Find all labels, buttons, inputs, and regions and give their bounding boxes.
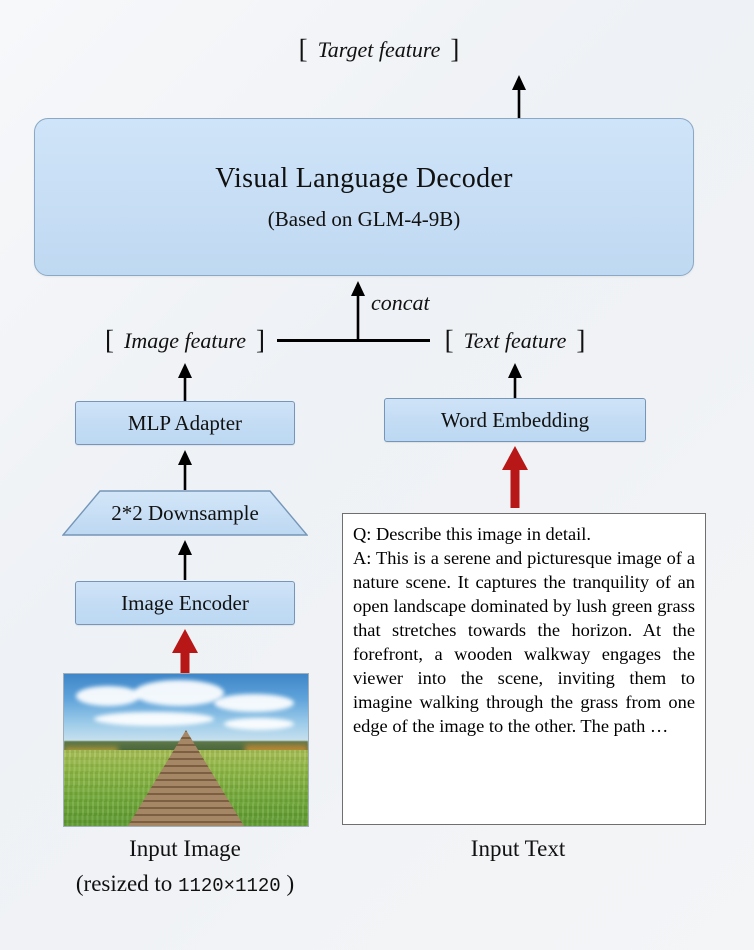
visual-language-decoder-box: [34, 118, 694, 276]
input-image-resize-prefix: (resized to: [75, 871, 179, 896]
photo-cloud: [76, 686, 140, 706]
photo-cloud: [214, 694, 294, 712]
arrow-concat-to-decoder: [346, 281, 370, 341]
decoder-title: Visual Language Decoder: [215, 162, 513, 194]
arrow-downsample-to-mlp: [173, 450, 197, 490]
arrow-embedding-to-text-feature: [503, 363, 527, 403]
mlp-adapter-box: [75, 401, 295, 445]
feature-connector-line: [277, 339, 430, 342]
concat-label: concat: [371, 290, 430, 315]
image-feature-label: Image feature: [124, 327, 246, 353]
input-text-caption: [471, 836, 565, 862]
mlp-adapter-label: MLP Adapter: [127, 410, 243, 435]
target-feature-left-bracket: [: [298, 34, 308, 64]
text-feature-tag: [445, 327, 586, 354]
word-embedding-label: Word Embedding: [440, 407, 590, 432]
downsample-label: 2*2 Downsample: [111, 500, 259, 525]
input-image-caption: [129, 836, 241, 862]
input-image-thumbnail: [63, 673, 309, 827]
input-text-caption-label: Input Text: [470, 836, 566, 861]
arrow-image-to-encoder: [170, 629, 200, 673]
decoder-subtitle: (Based on GLM-4-9B): [267, 206, 461, 231]
photo-cloud: [224, 718, 294, 730]
text-feature-label: Text feature: [463, 327, 567, 353]
image-encoder-label: Image Encoder: [121, 590, 249, 615]
arrow-encoder-to-downsample: [173, 540, 197, 580]
target-feature-label: Target feature: [317, 36, 441, 62]
target-feature-right-bracket: ]: [450, 34, 460, 64]
input-image-caption-label: Input Image: [129, 836, 241, 861]
arrow-decoder-to-target: [507, 75, 531, 121]
photo-cloud: [94, 712, 214, 726]
target-feature-tag: [299, 36, 460, 63]
text-feature-left-bracket: [: [444, 325, 454, 355]
arrow-mlp-to-image-feature: [173, 363, 197, 403]
input-text-panel: [342, 513, 706, 825]
input-image-resize-value: 1120×1120: [178, 875, 281, 897]
image-feature-left-bracket: [: [105, 325, 115, 355]
input-image-caption-sub: [76, 871, 294, 897]
downsample-trapezoid: [62, 490, 308, 536]
arrow-text-to-embedding: [500, 446, 530, 508]
text-feature-right-bracket: ]: [576, 325, 586, 355]
input-text-line-2: A: This is a serene and picturesque image of a nature scene. It captures the tranquility of an open landscape dominated by lush green grass that stretches towards the horizon. At the forefront, a wooden walkway engages the viewer into the scene, inviting them to imagine walking through the grass from one edge of the image to the other. The path …: [353, 548, 695, 737]
image-encoder-box: [75, 581, 295, 625]
input-image-resize-suffix: ): [280, 871, 295, 896]
image-feature-right-bracket: ]: [255, 325, 265, 355]
image-feature-tag: [105, 327, 265, 354]
word-embedding-box: [384, 398, 646, 442]
photo-cloud: [134, 680, 224, 706]
input-text-line-1: Q: Describe this image in detail.: [353, 524, 591, 544]
